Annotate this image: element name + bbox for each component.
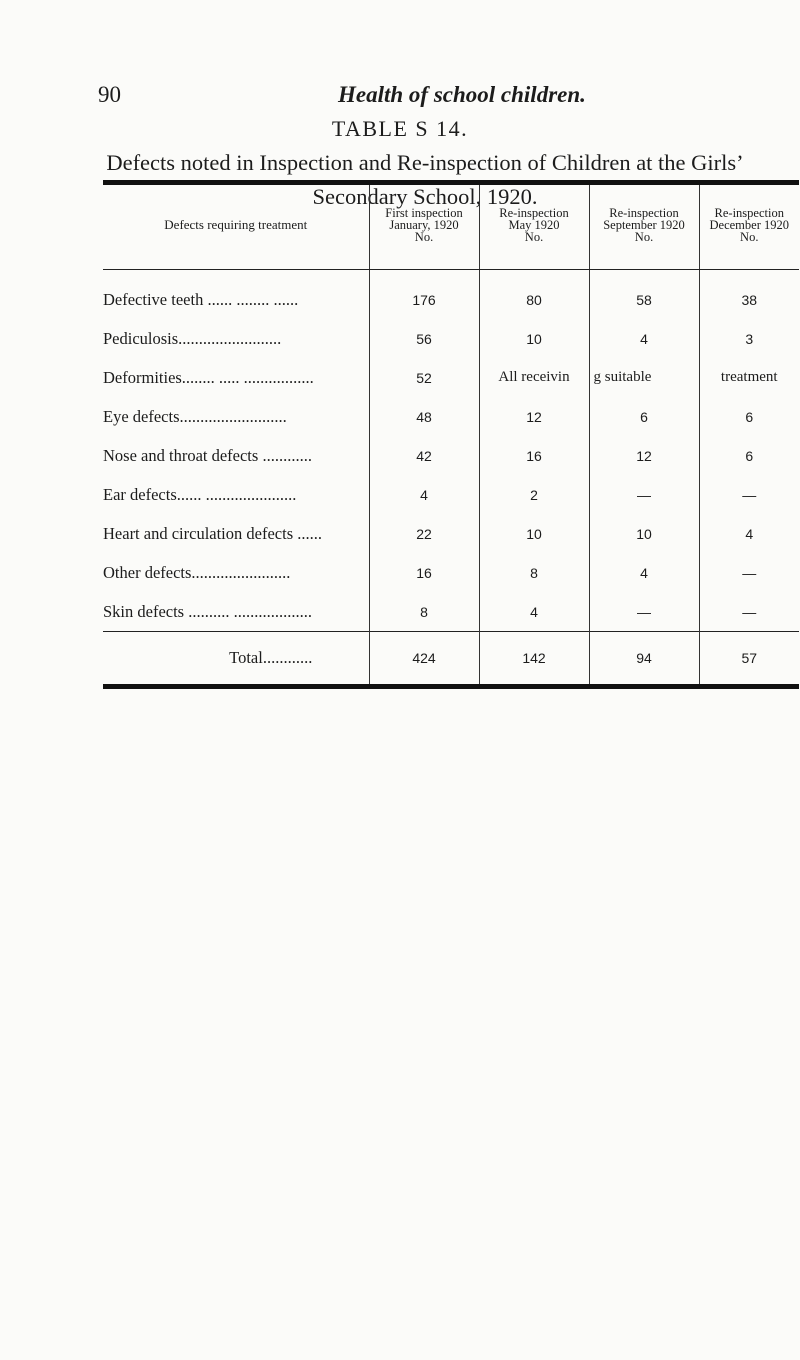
row-label: Nose and throat defects ............ (103, 445, 312, 465)
cell: 52 (369, 358, 479, 397)
cell: g suitable (589, 358, 699, 397)
cell: — (589, 475, 699, 514)
row-label: Eye defects.......................... (103, 406, 287, 426)
header-defects: Defects requiring treatment (103, 183, 369, 270)
row-label: Other defects........................ (103, 562, 291, 582)
table-title: TABLE S 14. (331, 116, 469, 141)
caption-line-1: Defects noted in Inspection and Re-inspection of Children at the Girls’ (106, 150, 744, 175)
cell: 6 (699, 436, 799, 475)
cell: All receivin (479, 358, 589, 397)
table-row (103, 475, 799, 514)
row-label: Heart and circulation defects ...... (103, 523, 322, 543)
cell: 22 (369, 514, 479, 553)
cell: 80 (479, 270, 589, 320)
total-label: Total............ (229, 648, 313, 667)
cell: — (699, 475, 799, 514)
row-label: Skin defects .......... ................... (103, 601, 312, 621)
cell: 42 (369, 436, 479, 475)
cell: — (699, 592, 799, 632)
cell: 58 (589, 270, 699, 320)
cell: 8 (369, 592, 479, 632)
cell: 2 (479, 475, 589, 514)
total-cell: 94 (589, 632, 699, 687)
row-label: Pediculosis......................... (103, 328, 282, 348)
caption-line-2: Secondary School, 1920. (312, 184, 538, 209)
table-row (103, 270, 799, 320)
table-row (103, 397, 799, 436)
total-row (103, 632, 799, 687)
total-cell: 142 (479, 632, 589, 687)
cell: 12 (589, 436, 699, 475)
cell: treatment (699, 358, 799, 397)
cell: 48 (369, 397, 479, 436)
table-row (103, 592, 799, 632)
row-label: Deformities........ ..... ................. (103, 367, 314, 387)
cell: 4 (589, 319, 699, 358)
cell: 56 (369, 319, 479, 358)
cell: 176 (369, 270, 479, 320)
cell: 4 (369, 475, 479, 514)
header-may-reinspection: Re-inspection May 1920 No. (479, 183, 589, 270)
header-december-reinspection: Re-inspection December 1920 No. (699, 183, 799, 270)
cell: 3 (699, 319, 799, 358)
table-row (103, 319, 799, 358)
table-header-row (103, 183, 799, 270)
cell: 10 (479, 514, 589, 553)
row-label: Ear defects...... ...................... (103, 484, 297, 504)
cell: 8 (479, 553, 589, 592)
cell: 6 (589, 397, 699, 436)
cell: — (699, 553, 799, 592)
page-header (0, 82, 800, 116)
cell: 12 (479, 397, 589, 436)
cell: — (589, 592, 699, 632)
cell: 10 (589, 514, 699, 553)
table-row (103, 436, 799, 475)
cell: 4 (589, 553, 699, 592)
cell: 10 (479, 319, 589, 358)
table-row (103, 553, 799, 592)
cell: 4 (479, 592, 589, 632)
cell: 6 (699, 397, 799, 436)
table-row (103, 514, 799, 553)
cell: 4 (699, 514, 799, 553)
page-number: 90 (98, 82, 121, 107)
cell: 38 (699, 270, 799, 320)
row-label: Defective teeth ...... ........ ...... (103, 289, 299, 309)
cell: 16 (369, 553, 479, 592)
table-row (103, 358, 799, 397)
defects-table (103, 180, 799, 689)
total-cell: 57 (699, 632, 799, 687)
header-first-inspection: First inspection January, 1920 No. (369, 183, 479, 270)
total-cell: 424 (369, 632, 479, 687)
running-head: Health of school children. (338, 82, 586, 107)
cell: 16 (479, 436, 589, 475)
header-september-reinspection: Re-inspection September 1920 No. (589, 183, 699, 270)
